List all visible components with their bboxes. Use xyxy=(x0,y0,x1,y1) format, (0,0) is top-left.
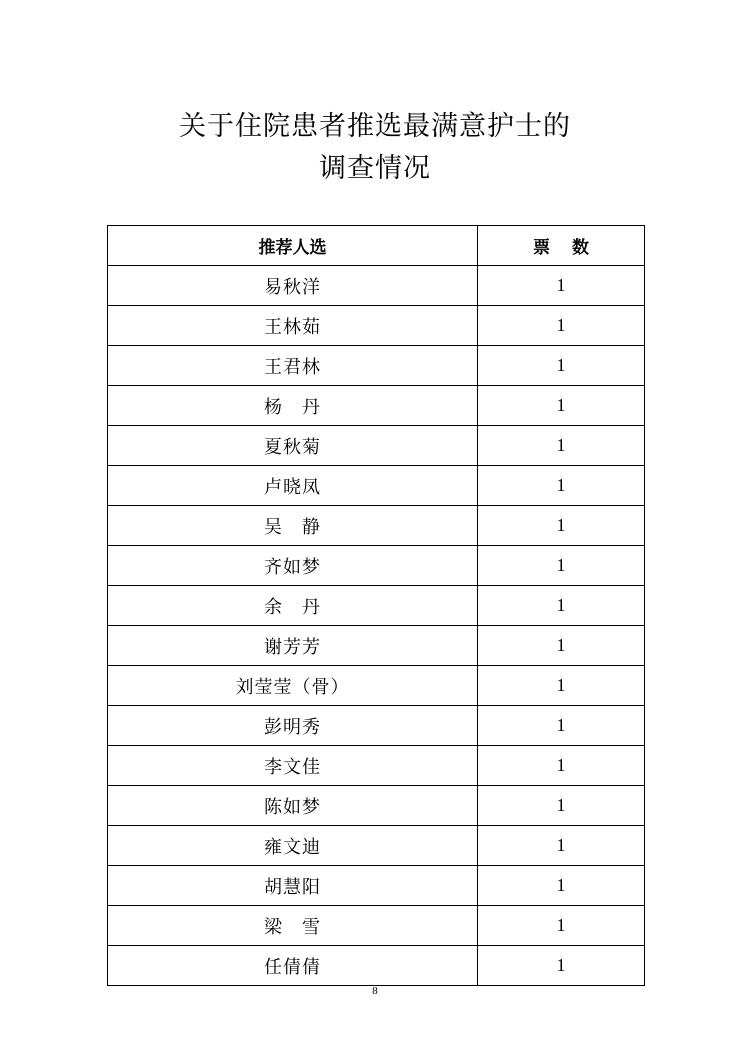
vote-count-cell: 1 xyxy=(478,826,645,866)
candidate-name-cell: 余 丹 xyxy=(108,586,478,626)
vote-count-cell: 1 xyxy=(478,546,645,586)
vote-count-cell: 1 xyxy=(478,746,645,786)
vote-count-cell: 1 xyxy=(478,626,645,666)
table-row xyxy=(108,426,645,466)
table-row xyxy=(108,586,645,626)
vote-count-cell: 1 xyxy=(478,706,645,746)
vote-count-cell: 1 xyxy=(478,426,645,466)
table-row xyxy=(108,506,645,546)
votes-column-header: 票数 xyxy=(478,226,645,266)
candidate-name-cell: 胡慧阳 xyxy=(108,866,478,906)
table-row xyxy=(108,746,645,786)
table-row xyxy=(108,546,645,586)
vote-count-cell: 1 xyxy=(478,466,645,506)
vote-count-cell: 1 xyxy=(478,866,645,906)
vote-count-cell: 1 xyxy=(478,506,645,546)
candidate-name-cell: 夏秋菊 xyxy=(108,426,478,466)
vote-count-cell: 1 xyxy=(478,906,645,946)
table-row xyxy=(108,866,645,906)
table-row xyxy=(108,466,645,506)
vote-count-cell: 1 xyxy=(478,946,645,986)
table-row xyxy=(108,786,645,826)
table-row xyxy=(108,906,645,946)
candidate-name-cell: 王林茹 xyxy=(108,306,478,346)
vote-count-cell: 1 xyxy=(478,386,645,426)
candidate-name-cell: 李文佳 xyxy=(108,746,478,786)
table-body xyxy=(108,266,645,986)
vote-count-cell: 1 xyxy=(478,346,645,386)
table-row xyxy=(108,386,645,426)
candidate-name-cell: 雍文迪 xyxy=(108,826,478,866)
candidate-name-cell: 彭明秀 xyxy=(108,706,478,746)
table-row xyxy=(108,346,645,386)
candidate-name-cell: 任倩倩 xyxy=(108,946,478,986)
candidate-name-cell: 齐如梦 xyxy=(108,546,478,586)
table-row xyxy=(108,826,645,866)
table-header-row xyxy=(108,226,645,266)
vote-count-cell: 1 xyxy=(478,586,645,626)
candidate-column-header: 推荐人选 xyxy=(108,226,478,266)
table-row xyxy=(108,266,645,306)
vote-count-cell: 1 xyxy=(478,306,645,346)
vote-results-table xyxy=(107,225,645,986)
vote-count-cell: 1 xyxy=(478,666,645,706)
candidate-name-cell: 杨 丹 xyxy=(108,386,478,426)
candidate-name-cell: 吴 静 xyxy=(108,506,478,546)
candidate-name-cell: 刘莹莹（骨） xyxy=(108,666,478,706)
candidate-name-cell: 谢芳芳 xyxy=(108,626,478,666)
candidate-name-cell: 陈如梦 xyxy=(108,786,478,826)
table-row xyxy=(108,666,645,706)
table-row xyxy=(108,306,645,346)
vote-count-cell: 1 xyxy=(478,266,645,306)
candidate-name-cell: 卢晓凤 xyxy=(108,466,478,506)
document-title-line-2: 调查情况 xyxy=(319,153,431,184)
candidate-name-cell: 梁 雪 xyxy=(108,906,478,946)
table-row xyxy=(108,706,645,746)
candidate-name-cell: 易秋洋 xyxy=(108,266,478,306)
table-row xyxy=(108,946,645,986)
page-number: 8 xyxy=(372,985,378,997)
document-title-line-1: 关于住院患者推选最满意护士的 xyxy=(179,111,571,142)
table-row xyxy=(108,626,645,666)
candidate-name-cell: 王君林 xyxy=(108,346,478,386)
vote-count-cell: 1 xyxy=(478,786,645,826)
